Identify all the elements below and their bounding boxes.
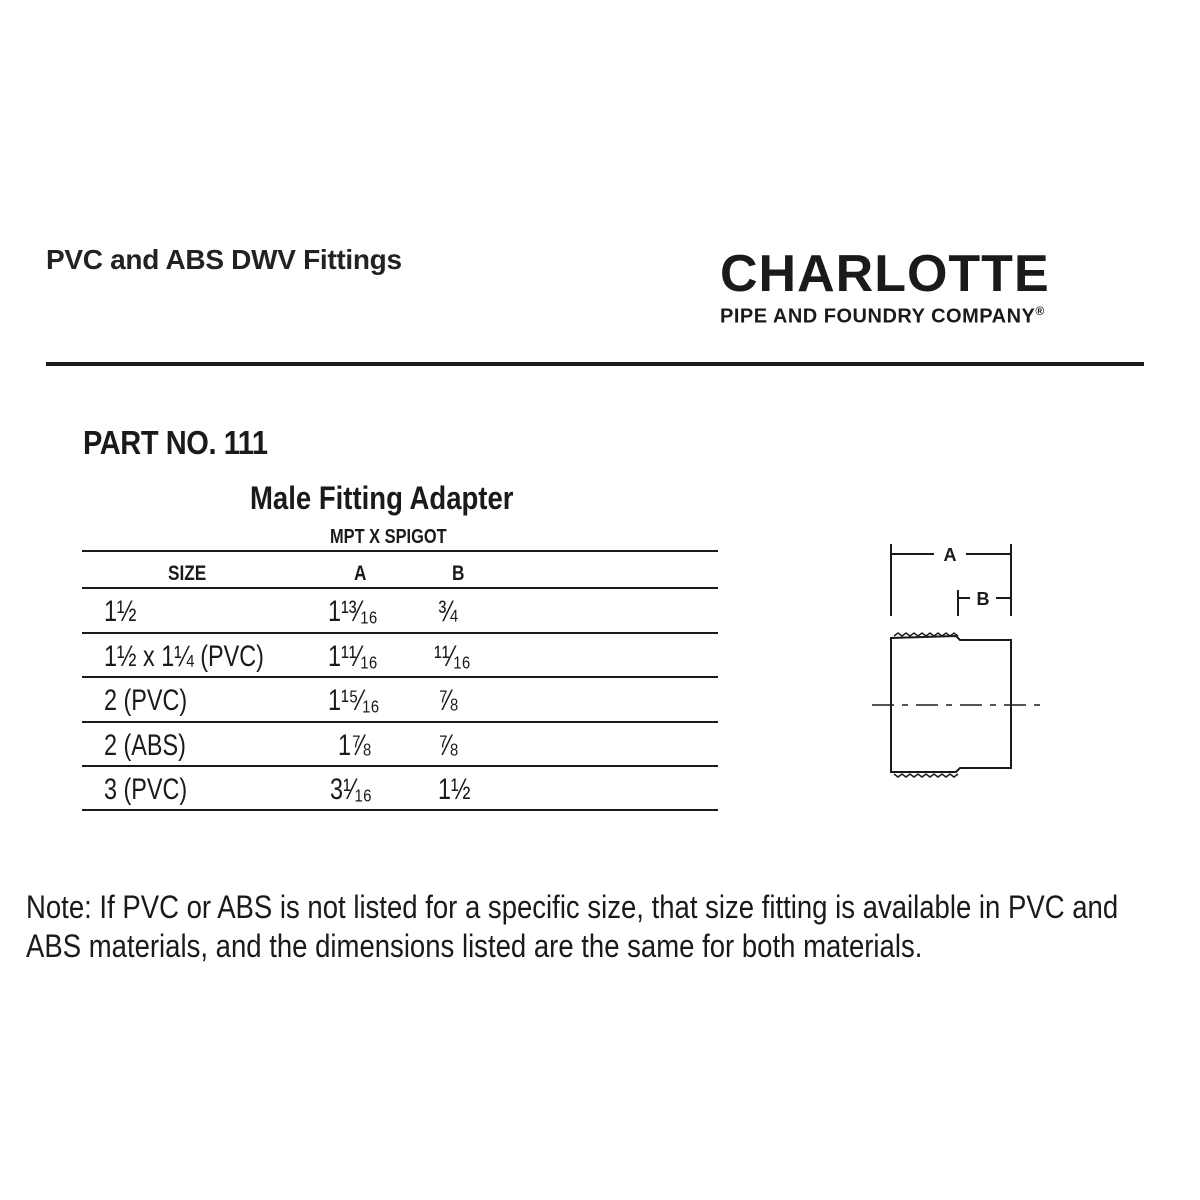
brand-subtitle [720, 304, 1140, 329]
cell-a: 3¹⁄₁₆ [330, 773, 373, 806]
table-rule [82, 809, 718, 811]
cell-b: ¾ [438, 595, 458, 628]
cell-b: ⅞ [438, 684, 458, 717]
fitting-diagram [868, 540, 1048, 780]
table-rule [82, 632, 718, 634]
brand-name: CHARLOTTE [720, 245, 1050, 303]
cell-b: 1½ [438, 773, 471, 806]
materials-note: Note: If PVC or ABS is not listed for a specific size, that size fitting is available in PVC and ABS materials, and the dimensions listed are the same for both materials. [26, 889, 1119, 964]
product-title: Male Fitting Adapter [250, 480, 514, 516]
part-number: PART NO. 111 [83, 424, 268, 461]
cell-size: 3 (PVC) [104, 773, 188, 806]
header-divider [46, 362, 1144, 366]
column-header-a: A [354, 562, 367, 585]
table-rule [82, 676, 718, 678]
cell-a: 1¹¹⁄₁₆ [328, 640, 378, 673]
category-title: PVC and ABS DWV Fittings [46, 244, 402, 275]
thread-top [894, 633, 958, 636]
dimension-b-label: B [976, 589, 990, 609]
brand-logo [720, 245, 1140, 329]
table-rule [82, 550, 718, 552]
cell-a: 1⅞ [338, 729, 371, 762]
cell-size: 1½ [104, 595, 137, 628]
dimension-a-label: A [943, 545, 957, 565]
cell-size: 2 (PVC) [104, 684, 188, 717]
cell-b: ⅞ [438, 729, 458, 762]
cell-size: 2 (ABS) [104, 729, 186, 762]
column-header-size: SIZE [168, 562, 207, 585]
fitting-outline [891, 636, 1011, 772]
table-rule [82, 765, 718, 767]
table-rule [82, 721, 718, 723]
cell-a: 1¹⁵⁄₁₆ [328, 684, 380, 717]
thread-bottom [894, 774, 958, 777]
brand-subtitle-text: PIPE AND FOUNDRY COMPANY [720, 305, 1036, 328]
product-subtitle: MPT X SPIGOT [330, 526, 447, 548]
cell-b: ¹¹⁄₁₆ [434, 640, 471, 673]
column-header-b: B [452, 562, 465, 585]
cell-a: 1¹³⁄₁₆ [328, 595, 378, 628]
registered-mark: ® [1035, 304, 1045, 318]
cell-size: 1½ x 1¼ (PVC) [104, 640, 264, 673]
table-rule [82, 587, 718, 589]
